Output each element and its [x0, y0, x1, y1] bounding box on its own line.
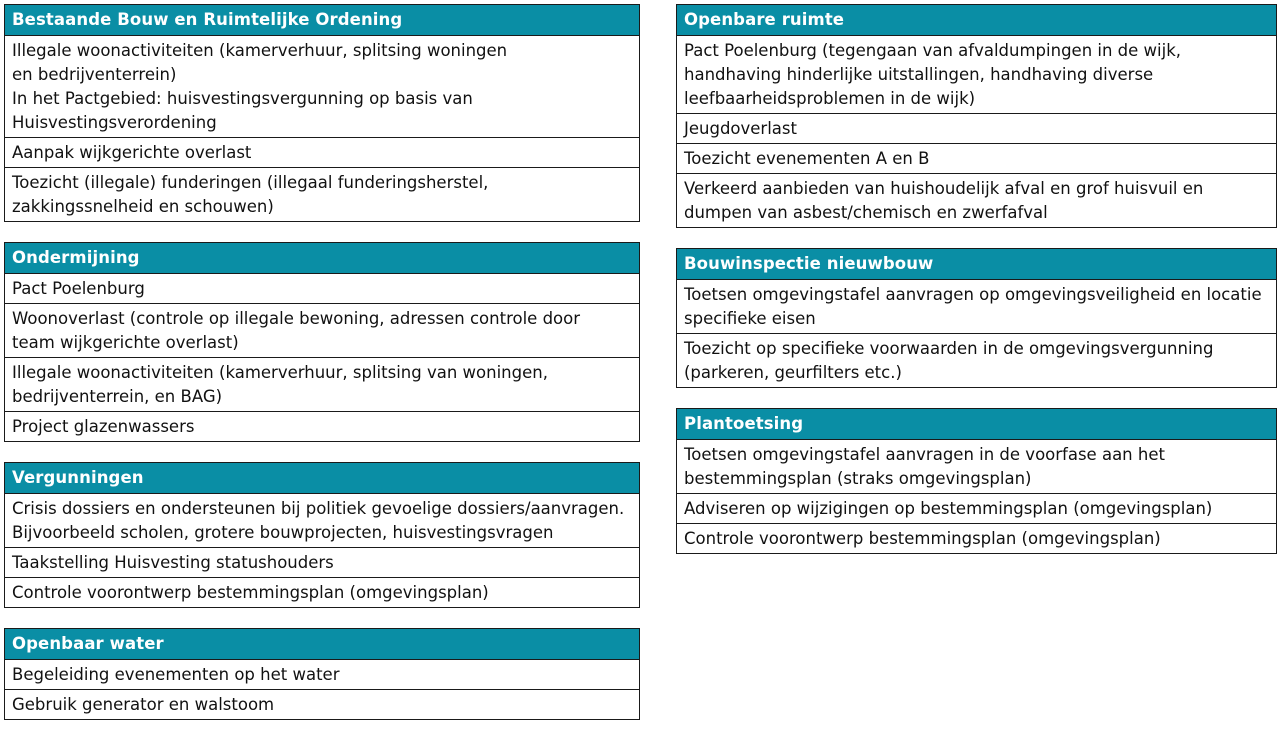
list-item: Project glazenwassers — [5, 411, 639, 441]
section-plantoetsing — [676, 408, 1277, 554]
list-item: Controle voorontwerp bestemmingsplan (omgevingsplan) — [5, 577, 639, 607]
right-column — [676, 4, 1277, 554]
section-bouwinspectie-nieuwbouw — [676, 248, 1277, 388]
left-column — [4, 4, 640, 720]
list-item: Verkeerd aanbieden van huishoudelijk afval en grof huisvuil en dumpen van asbest/chemisch en zwerfafval — [677, 173, 1276, 227]
section-title: Bouwinspectie nieuwbouw — [677, 249, 1276, 280]
list-item: Toetsen omgevingstafel aanvragen in de voorfase aan het bestemmingsplan (straks omgevingsplan) — [684, 445, 1165, 488]
section-title: Bestaande Bouw en Ruimtelijke Ordening — [5, 5, 639, 36]
section-vergunningen — [4, 462, 640, 608]
section-openbaar-water — [4, 628, 640, 720]
section-title: Openbaar water — [5, 629, 639, 660]
section-bestaande-bouw — [4, 4, 640, 222]
list-item: Adviseren op wijzigingen op bestemmingsplan (omgevingsplan) — [677, 493, 1276, 523]
list-item: Pact Poelenburg (tegengaan van afvaldumpingen in de wijk, handhaving hinderlijke uitstallingen, handhaving diverse leefbaarheidsproblemen in de wijk) — [684, 41, 1182, 108]
section-title: Openbare ruimte — [677, 5, 1276, 36]
list-item: Woonoverlast (controle op illegale bewoning, adressen controle door team wijkgerichte overlast) — [5, 303, 639, 357]
section-openbare-ruimte — [676, 4, 1277, 228]
list-item: Taakstelling Huisvesting statushouders — [5, 547, 639, 577]
list-item: Toetsen omgevingstafel aanvragen op omgevingsveiligheid en locatie specifieke eisen — [684, 285, 1262, 328]
list-item: Pact Poelenburg — [12, 279, 145, 298]
section-title: Plantoetsing — [677, 409, 1276, 440]
list-item: Illegale woonactiviteiten (kamerverhuur, splitsing van woningen, bedrijventerrein, en BAG) — [5, 357, 639, 411]
list-item: Jeugdoverlast — [677, 113, 1276, 143]
list-item: Crisis dossiers en ondersteunen bij politiek gevoelige dossiers/aanvragen. Bijvoorbeeld scholen, grotere bouwprojecten, huisvestingsvragen — [12, 499, 625, 542]
list-item: Gebruik generator en walstoom — [5, 689, 639, 719]
list-item: Controle voorontwerp bestemmingsplan (omgevingsplan) — [677, 523, 1276, 553]
list-item: Toezicht op specifieke voorwaarden in de omgevingsvergunning (parkeren, geurfilters etc.) — [677, 333, 1276, 387]
list-item: Aanpak wijkgerichte overlast — [5, 137, 639, 167]
list-item: Toezicht (illegale) funderingen (illegaal funderingsherstel, zakkingssnelheid en schouwen) — [5, 167, 639, 221]
section-title: Vergunningen — [5, 463, 639, 494]
section-ondermijning — [4, 242, 640, 442]
section-title: Ondermijning — [5, 243, 639, 274]
list-item: Illegale woonactiviteiten (kamerverhuur, splitsing woningen en bedrijventerrein) In het Pactgebied: huisvestingsvergunning op basis van Huisvestingsverordening — [12, 41, 508, 132]
list-item: Toezicht evenementen A en B — [677, 143, 1276, 173]
list-item: Begeleiding evenementen op het water — [12, 665, 340, 684]
